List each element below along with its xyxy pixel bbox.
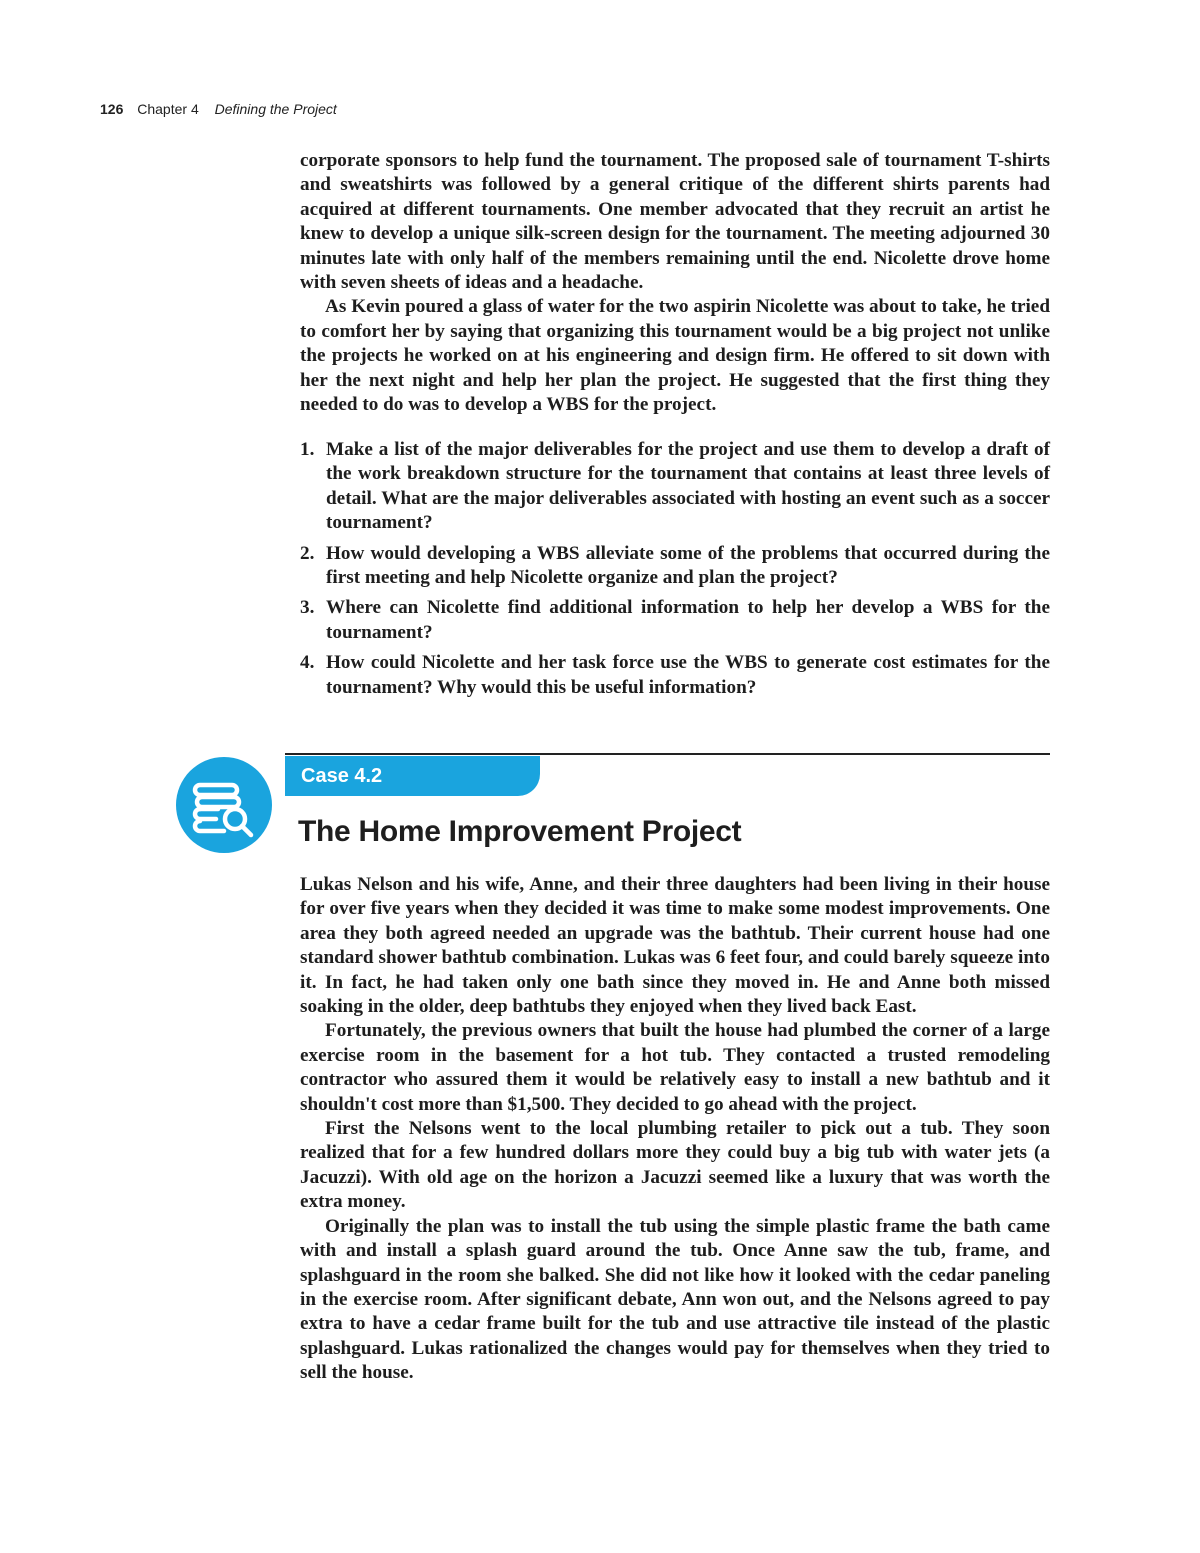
question-number: 1. — [300, 439, 315, 460]
case-body — [300, 873, 1050, 1386]
question-item — [300, 651, 1050, 700]
question-number: 3. — [300, 597, 315, 619]
chapter-title: Defining the Project — [214, 101, 337, 117]
continued-case-text — [300, 149, 1050, 417]
paragraph: First the Nelsons went to the local plumbing retailer to pick out a tub. They soon realized that for a few hundred dollars more they could buy a big tub with water jets (a Jacuzzi). With old age on the horizon a Jacuzzi seemed like a luxury that was worth the extra money. — [300, 1118, 1050, 1213]
question-text: Make a list of the major deliverables for the project and use them to develop a draft of the work breakdown structure for the tournament that contains at least three levels of detail. What are the major deliverables associated with hosting an event such as a soccer tournament? — [326, 439, 1050, 534]
question-number: 2. — [300, 542, 315, 564]
running-head — [100, 101, 337, 117]
paragraph: Lukas Nelson and his wife, Anne, and their three daughters had been living in their house for over five years when they decided it was time to make some modest improvements. One area they both agreed needed an upgrade was the bathtub. Their current house had one standard shower bathtub combination. Lukas was 6 feet four, and could barely squeeze into it. In fact, he had taken only one bath since they moved in. He and Anne both missed soaking in the older, deep bathtubs they enjoyed when they lived back East. — [300, 874, 1050, 1018]
question-item — [300, 542, 1050, 591]
paragraph: As Kevin poured a glass of water for the two aspirin Nicolette was about to take, he tried to comfort her by saying that organizing this tournament would be a big project not unlike the projects he worked on at his engineering and design firm. He offered to sit down with her the next night and help her plan the project. He suggested that the first thing they needed to do was to develop a WBS for the project. — [300, 296, 1050, 416]
paragraph: corporate sponsors to help fund the tournament. The proposed sale of tournament T-shirts and sweatshirts was followed by a general critique of the different shirts parents had acquired at different tournaments. One member advocated that they recruit an artist he knew to develop a unique silk-screen design for the tournament. The meeting adjourned 30 minutes late with only half of the members remaining until the end. Nicolette drove home with seven sheets of ideas and a headache. — [300, 150, 1050, 294]
question-text: How could Nicolette and her task force use the WBS to generate cost estimates for the tournament? Why would this be useful information? — [326, 652, 1050, 698]
question-number: 4. — [300, 652, 315, 674]
question-text: Where can Nicolette find additional information to help her develop a WBS for the tournament? — [326, 597, 1050, 643]
case-label-tab: Case 4.2 — [285, 756, 540, 796]
question-item — [300, 438, 1050, 536]
section-divider — [285, 753, 1050, 755]
paragraph: Fortunately, the previous owners that built the house had plumbed the corner of a large exercise room in the basement for a hot tub. They contacted a trusted remodeling contractor who assured them it would be relatively easy to install a new bathtub and it shouldn't cost more than $1,500. They decided to go ahead with the project. — [300, 1020, 1050, 1115]
question-item — [300, 596, 1050, 645]
case-title: The Home Improvement Project — [298, 815, 742, 848]
page-number: 126 — [100, 101, 124, 117]
paragraph: Originally the plan was to install the tub using the simple plastic frame the bath came with and install a splash guard around the tub. Once Anne saw the tub, frame, and splashguard in the room she balked. She did not like how it looked with the cedar paneling in the exercise room. After significant debate, Ann won out, and the Nelsons agreed to pay extra to have a cedar frame built for the tub and use attractive tile instead of the plastic splashguard. Lukas rationalized the changes would pay for themselves when they tried to sell the house. — [300, 1215, 1050, 1384]
book-search-icon — [176, 757, 272, 853]
chapter-label: Chapter 4 — [137, 101, 199, 117]
question-list — [300, 438, 1050, 706]
question-text: How would developing a WBS alleviate some of the problems that occurred during the first meeting and help Nicolette organize and plan the project? — [326, 542, 1050, 589]
